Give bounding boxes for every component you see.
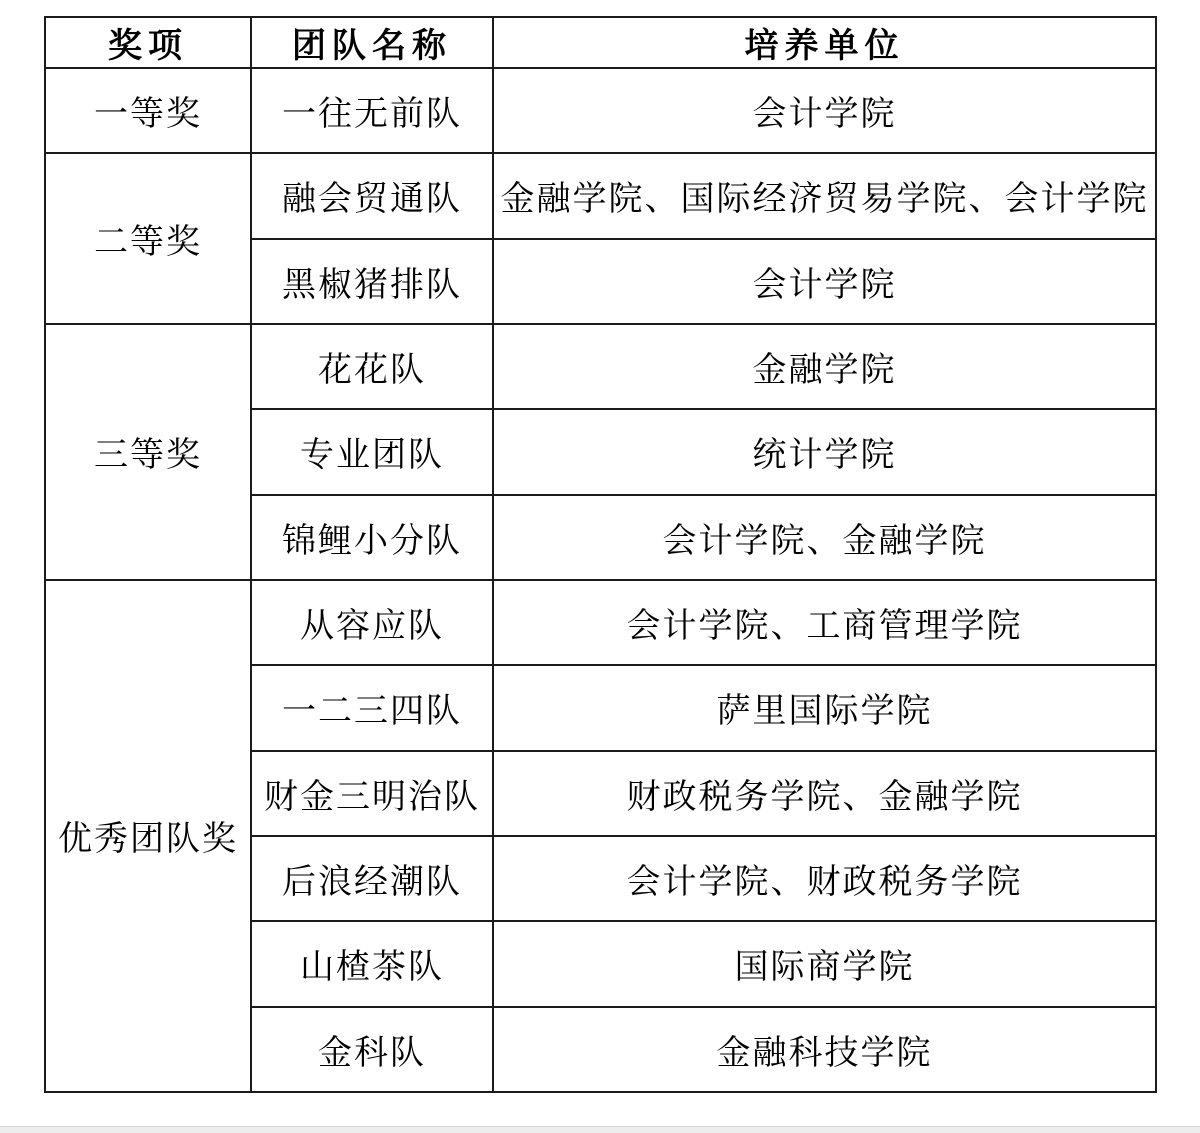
table-row: [45, 324, 1156, 409]
table-row: [45, 153, 1156, 238]
training-unit-cell: 会计学院、金融学院: [493, 495, 1156, 580]
training-unit-cell: 国际商学院: [493, 921, 1156, 1006]
training-unit-cell: 金融学院、国际经济贸易学院、会计学院: [493, 153, 1156, 238]
award-cell: 三等奖: [45, 324, 251, 580]
training-unit-cell: 会计学院、财政税务学院: [493, 836, 1156, 921]
team-name-cell: 后浪经潮队: [251, 836, 493, 921]
team-name-cell: 融会贸通队: [251, 153, 493, 238]
team-name-cell: 黑椒猪排队: [251, 239, 493, 324]
awards-table: [44, 16, 1157, 1093]
training-unit-cell: 会计学院: [493, 239, 1156, 324]
team-name-cell: 山楂茶队: [251, 921, 493, 1006]
team-name-cell: 花花队: [251, 324, 493, 409]
team-name-cell: 金科队: [251, 1007, 493, 1092]
team-name-cell: 从容应队: [251, 580, 493, 665]
team-name-cell: 一往无前队: [251, 68, 493, 153]
awards-table-body: [45, 68, 1156, 1092]
header-row: [45, 17, 1156, 68]
training-unit-cell: 会计学院、工商管理学院: [493, 580, 1156, 665]
table-row: [45, 580, 1156, 665]
team-name-cell: 专业团队: [251, 409, 493, 494]
column-header-award: 奖项: [45, 17, 251, 68]
training-unit-cell: 统计学院: [493, 409, 1156, 494]
award-cell: 二等奖: [45, 153, 251, 324]
team-name-cell: 财金三明治队: [251, 751, 493, 836]
team-name-cell: 一二三四队: [251, 665, 493, 750]
table-row: [45, 68, 1156, 153]
column-header-training-unit: 培养单位: [493, 17, 1156, 68]
training-unit-cell: 金融学院: [493, 324, 1156, 409]
team-name-cell: 锦鲤小分队: [251, 495, 493, 580]
training-unit-cell: 金融科技学院: [493, 1007, 1156, 1092]
training-unit-cell: 萨里国际学院: [493, 665, 1156, 750]
training-unit-cell: 财政税务学院、金融学院: [493, 751, 1156, 836]
column-header-team-name: 团队名称: [251, 17, 493, 68]
award-cell: 一等奖: [45, 68, 251, 153]
award-cell: 优秀团队奖: [45, 580, 251, 1092]
training-unit-cell: 会计学院: [493, 68, 1156, 153]
page-bottom-strip: [0, 1126, 1200, 1133]
